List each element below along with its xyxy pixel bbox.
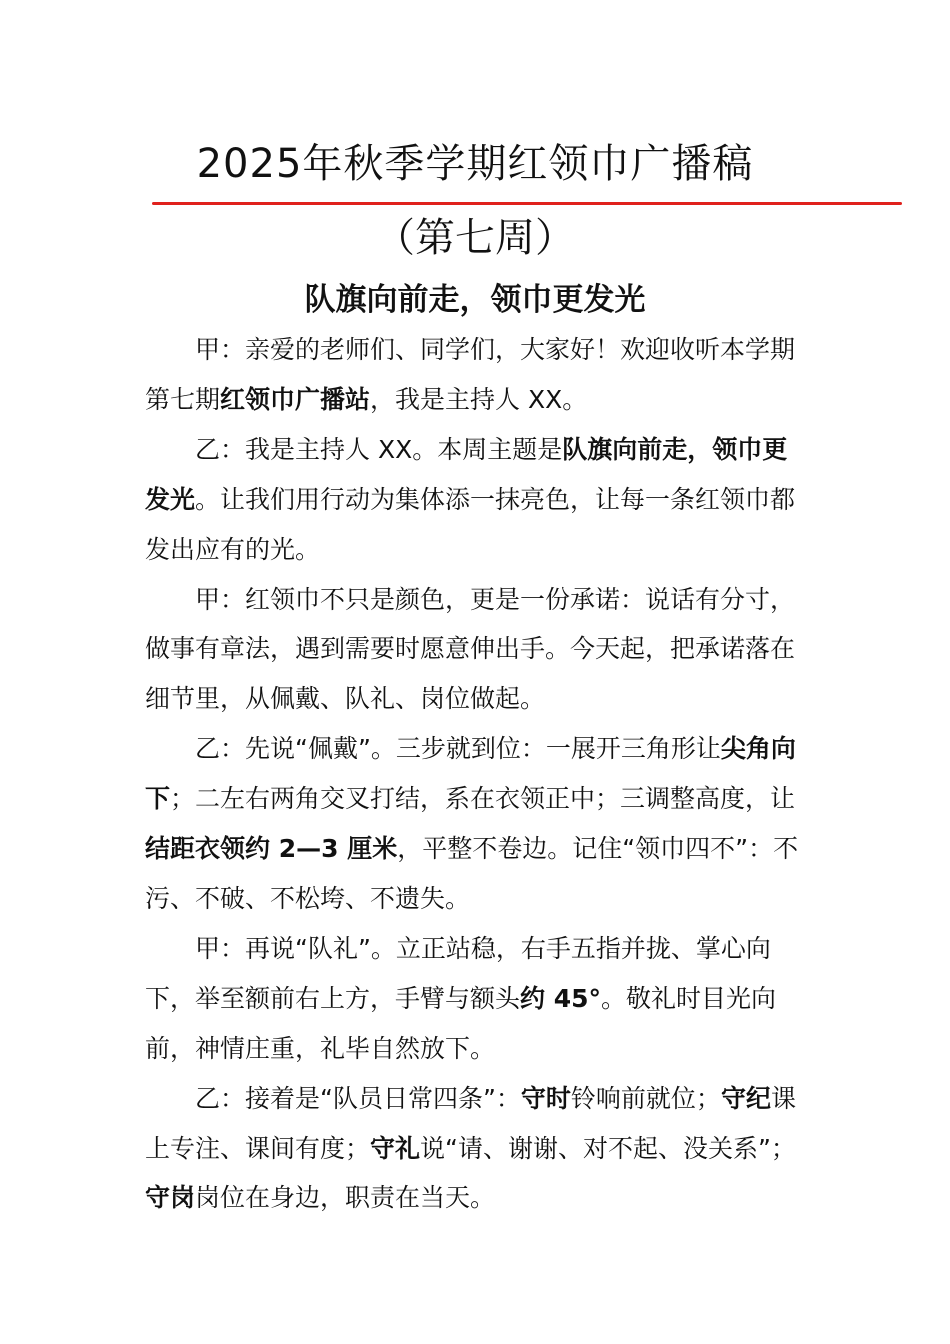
paragraph-run: 乙：接着是“队员日常四条”： <box>195 1083 521 1113</box>
paragraph-run-bold: 红领巾广播站 <box>220 384 371 414</box>
paragraph-run: 甲：亲爱的老师们、同学们，大家好！欢迎收听本学期第七期 <box>145 335 796 414</box>
document-title: 2025年秋季学期红领巾广播稿 <box>196 141 754 187</box>
paragraph-run-bold: 队旗向前走，领巾更发光 <box>145 434 788 514</box>
paragraph-run: 甲：红领巾不只是颜色，更是一份承诺：说话有分寸，做事有章法，遇到需要时愿意伸出手。今天起，把承诺落在细节里，从佩戴、队礼、岗位做起。 <box>145 584 796 714</box>
paragraph-5 <box>145 924 805 1074</box>
paragraph-run-bold: 尖角向下 <box>145 734 796 814</box>
paragraph-run-bold: 守岗 <box>145 1183 196 1213</box>
paragraph-run: 。让我们用行动为集体添一抹亮色，让每一条红领巾都发出应有的光。 <box>145 484 796 564</box>
paragraph-run-bold: 守时 <box>520 1083 571 1113</box>
paragraph-run: 说“请、谢谢、对不起、没关系”； <box>420 1133 796 1163</box>
paragraph-run: 甲：再说“队礼”。立正站稳，右手五指并拢、掌心向下，举至额前右上方，手臂与额头 <box>145 933 771 1013</box>
paragraph-run: 课上专注、课间有度； <box>145 1083 796 1163</box>
paragraph-1 <box>145 325 805 425</box>
paragraph-run: 岗位在身边，职责在当天。 <box>195 1183 496 1213</box>
paragraph-run: 铃响前就位； <box>570 1083 721 1113</box>
paragraph-run-bold: 守礼 <box>370 1133 421 1163</box>
paragraph-run: 。敬礼时目光向前，神情庄重，礼毕自然放下。 <box>145 983 777 1063</box>
paragraph-run: ；二左右两角交叉打结，系在衣领正中；三调整高度，让 <box>170 784 796 814</box>
theme-heading: 队旗向前走，领巾更发光 <box>304 282 646 318</box>
week-label: （第七周） <box>375 215 575 261</box>
title-red-rule <box>152 202 902 205</box>
script-body <box>145 325 805 1223</box>
paragraph-run-bold: 约 45° <box>520 983 602 1013</box>
paragraph-6 <box>145 1074 805 1224</box>
paragraph-run: 乙：我是主持人 XX。本周主题是 <box>195 434 563 464</box>
paragraph-3 <box>145 575 805 725</box>
paragraph-2 <box>145 425 805 575</box>
paragraph-run: 乙：先说“佩戴”。三步就到位：一展开三角形让 <box>195 734 721 764</box>
paragraph-run-bold: 结距衣领约 2—3 厘米 <box>145 834 398 864</box>
paragraph-4 <box>145 724 805 924</box>
paragraph-run: ，我是主持人 XX。 <box>370 384 588 414</box>
paragraph-run-bold: 守纪 <box>720 1083 771 1113</box>
paragraph-run: ，平整不卷边。记住“领巾四不”：不污、不破、不松垮、不遗失。 <box>145 834 799 913</box>
